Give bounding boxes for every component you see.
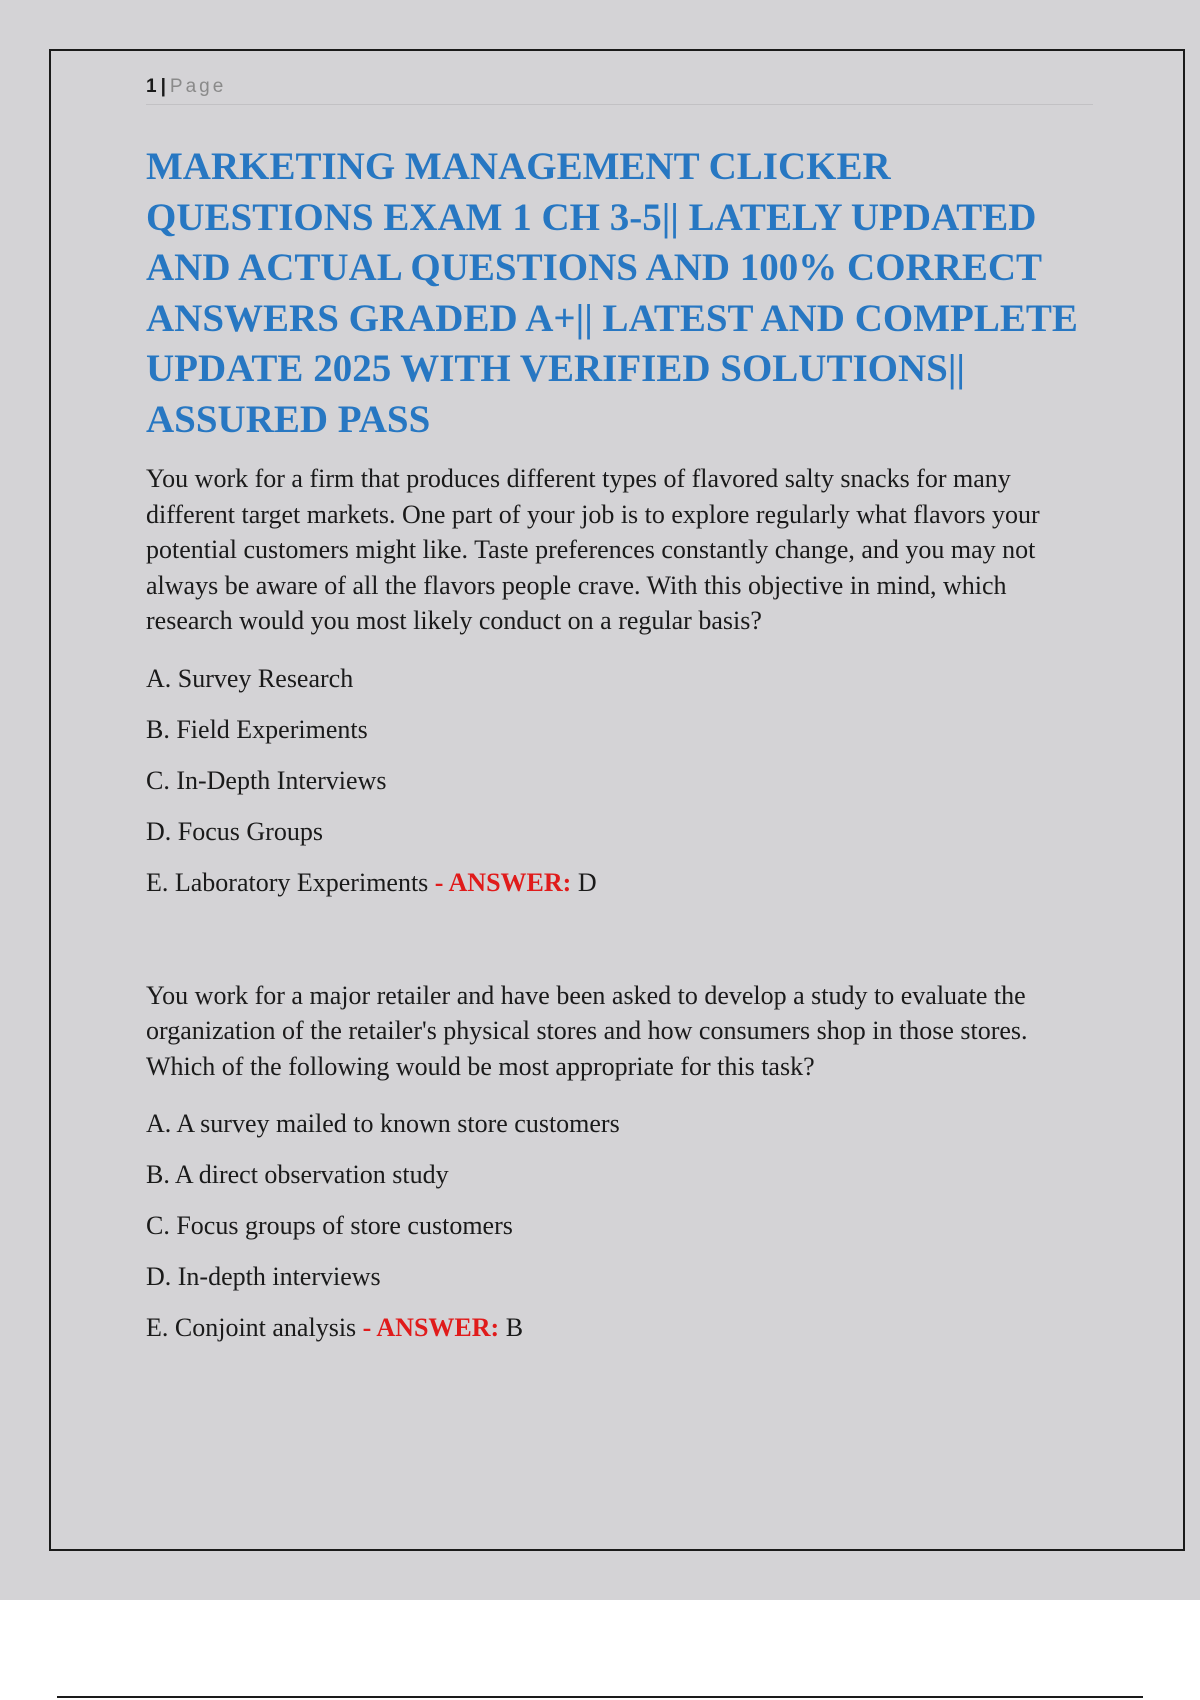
answer-option: C. In-Depth Interviews: [146, 765, 387, 795]
answer-option: A. A survey mailed to known store customers: [146, 1109, 620, 1138]
answer-option-last: [146, 857, 1096, 908]
question-text: You work for a firm that produces different types of flavored salty snacks for many different target markets. One part of your job is to explore regularly what flavors your potential customers might like. Taste preferences constantly change, and you may not always be aware of all the flavors people crave. With this objective in mind, which research would you most likely conduct on a regular basis?: [146, 464, 1040, 635]
answer-option: C. Focus groups of store customers: [146, 1211, 513, 1240]
answer-option: D. In-depth interviews: [146, 1262, 381, 1291]
question-block-2: [146, 978, 1096, 1354]
answer-option: B. A direct observation study: [146, 1160, 449, 1189]
question-block-1: [146, 461, 1096, 908]
page-label: Page: [169, 76, 227, 97]
answer-label: - ANSWER:: [434, 867, 572, 897]
question-text: You work for a major retailer and have been asked to develop a study to evaluate the organization of the retailer's physical stores and how consumers shop in those stores. Which of the following would be most appropriate for this task?: [146, 980, 1028, 1081]
answer-option: B. Field Experiments: [146, 714, 368, 744]
footer-divider: [57, 1696, 1143, 1698]
answer-value: B: [505, 1313, 524, 1342]
option-text: E. Laboratory Experiments: [146, 867, 429, 897]
document-title: MARKETING MANAGEMENT CLICKER QUESTIONS EXAM 1 CH 3-5|| LATELY UPDATED AND ACTUAL QUESTIONS AND 100% CORRECT ANSWERS GRADED A+|| LATEST AND COMPLETE UPDATE 2025 WITH VERIFIED SOLUTIONS|| ASSURED PASS: [146, 145, 1078, 441]
answer-option: D. Focus Groups: [146, 816, 323, 846]
document-body: [146, 142, 1096, 1353]
answer-value: D: [577, 867, 597, 897]
page-separator: |: [160, 76, 166, 97]
answer-label: - ANSWER:: [362, 1313, 500, 1342]
option-text: E. Conjoint analysis: [146, 1313, 357, 1342]
page-header: [146, 74, 1093, 105]
answer-option: A. Survey Research: [146, 663, 354, 693]
page-number: 1: [146, 76, 157, 97]
answer-option-last: [146, 1302, 1096, 1353]
